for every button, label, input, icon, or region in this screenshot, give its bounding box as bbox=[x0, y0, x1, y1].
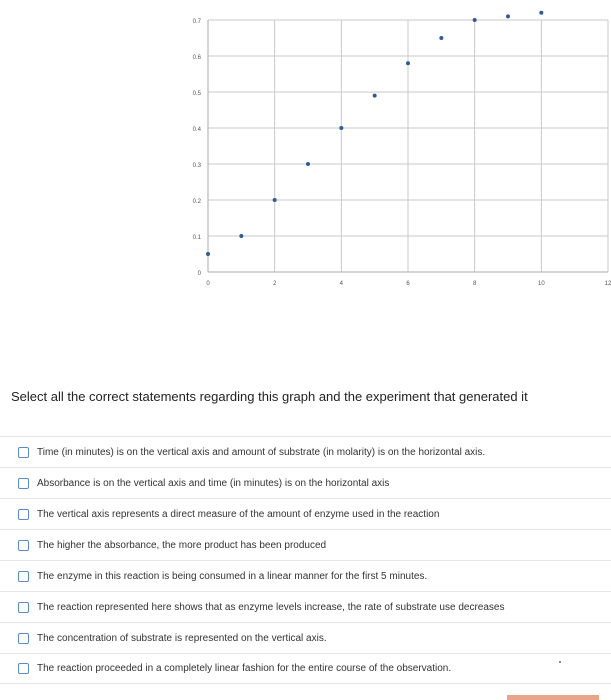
option-label: The concentration of substrate is represented on the vertical axis. bbox=[37, 632, 327, 644]
y-tick-label: 0.5 bbox=[192, 91, 201, 97]
x-tick-label: 10 bbox=[537, 281, 545, 287]
checkbox[interactable] bbox=[18, 571, 29, 582]
y-tick-label: 0.1 bbox=[192, 235, 201, 241]
y-tick-label: 0.2 bbox=[192, 199, 201, 205]
option-4[interactable] bbox=[0, 529, 611, 560]
data-point bbox=[273, 198, 277, 202]
option-label: The vertical axis represents a direct measure of the amount of enzyme used in the reaction bbox=[37, 508, 440, 520]
options-list bbox=[0, 436, 611, 684]
y-tick-label: 0.6 bbox=[192, 55, 201, 61]
checkbox[interactable] bbox=[18, 663, 29, 674]
option-1[interactable] bbox=[0, 436, 611, 467]
checkbox[interactable] bbox=[18, 540, 29, 551]
data-point bbox=[406, 61, 410, 65]
y-tick-label: 0.3 bbox=[192, 163, 201, 169]
checkbox[interactable] bbox=[18, 509, 29, 520]
x-tick-label: 6 bbox=[406, 281, 410, 287]
option-label: The higher the absorbance, the more product has been produced bbox=[37, 539, 327, 551]
data-point bbox=[339, 126, 343, 130]
next-button-edge[interactable] bbox=[507, 695, 599, 700]
x-tick-label: 8 bbox=[472, 281, 477, 287]
data-point bbox=[539, 11, 543, 15]
data-point bbox=[439, 36, 443, 40]
data-point bbox=[239, 234, 243, 238]
option-label: Absorbance is on the vertical axis and time (in minutes) is on the horizontal axis bbox=[37, 477, 390, 489]
y-tick-label: 0 bbox=[197, 271, 201, 277]
option-label: The reaction represented here shows that as enzyme levels increase, the rate of substrate use decreases bbox=[37, 601, 505, 613]
option-6[interactable] bbox=[0, 591, 611, 622]
x-tick-label: 12 bbox=[604, 281, 611, 287]
option-3[interactable] bbox=[0, 498, 611, 529]
x-tick-label: 0 bbox=[206, 281, 210, 287]
option-label: The enzyme in this reaction is being consumed in a linear manner for the first 5 minutes. bbox=[37, 570, 428, 582]
data-point bbox=[373, 94, 377, 98]
checkbox[interactable] bbox=[18, 633, 29, 644]
x-tick-label: 4 bbox=[339, 281, 344, 287]
option-label: Time (in minutes) is on the vertical axis and amount of substrate (in molarity) is on the horizontal axis. bbox=[37, 446, 486, 458]
checkbox[interactable] bbox=[18, 478, 29, 489]
stray-dot bbox=[559, 661, 561, 663]
data-point bbox=[473, 18, 477, 22]
data-point bbox=[506, 14, 510, 18]
y-tick-label: 0.4 bbox=[192, 127, 201, 133]
option-2[interactable] bbox=[0, 467, 611, 498]
option-label: The reaction proceeded in a completely linear fashion for the entire course of the observation. bbox=[37, 663, 452, 674]
question-text: Select all the correct statements regarding this graph and the experiment that generated it bbox=[11, 389, 528, 404]
y-tick-label: 0.7 bbox=[192, 19, 201, 25]
data-point bbox=[306, 162, 310, 166]
option-8[interactable] bbox=[0, 653, 611, 684]
option-5[interactable] bbox=[0, 560, 611, 591]
data-point bbox=[206, 252, 210, 256]
checkbox[interactable] bbox=[18, 602, 29, 613]
option-7[interactable] bbox=[0, 622, 611, 653]
scatter-chart bbox=[0, 0, 611, 300]
x-tick-label: 2 bbox=[272, 281, 277, 287]
checkbox[interactable] bbox=[18, 447, 29, 458]
